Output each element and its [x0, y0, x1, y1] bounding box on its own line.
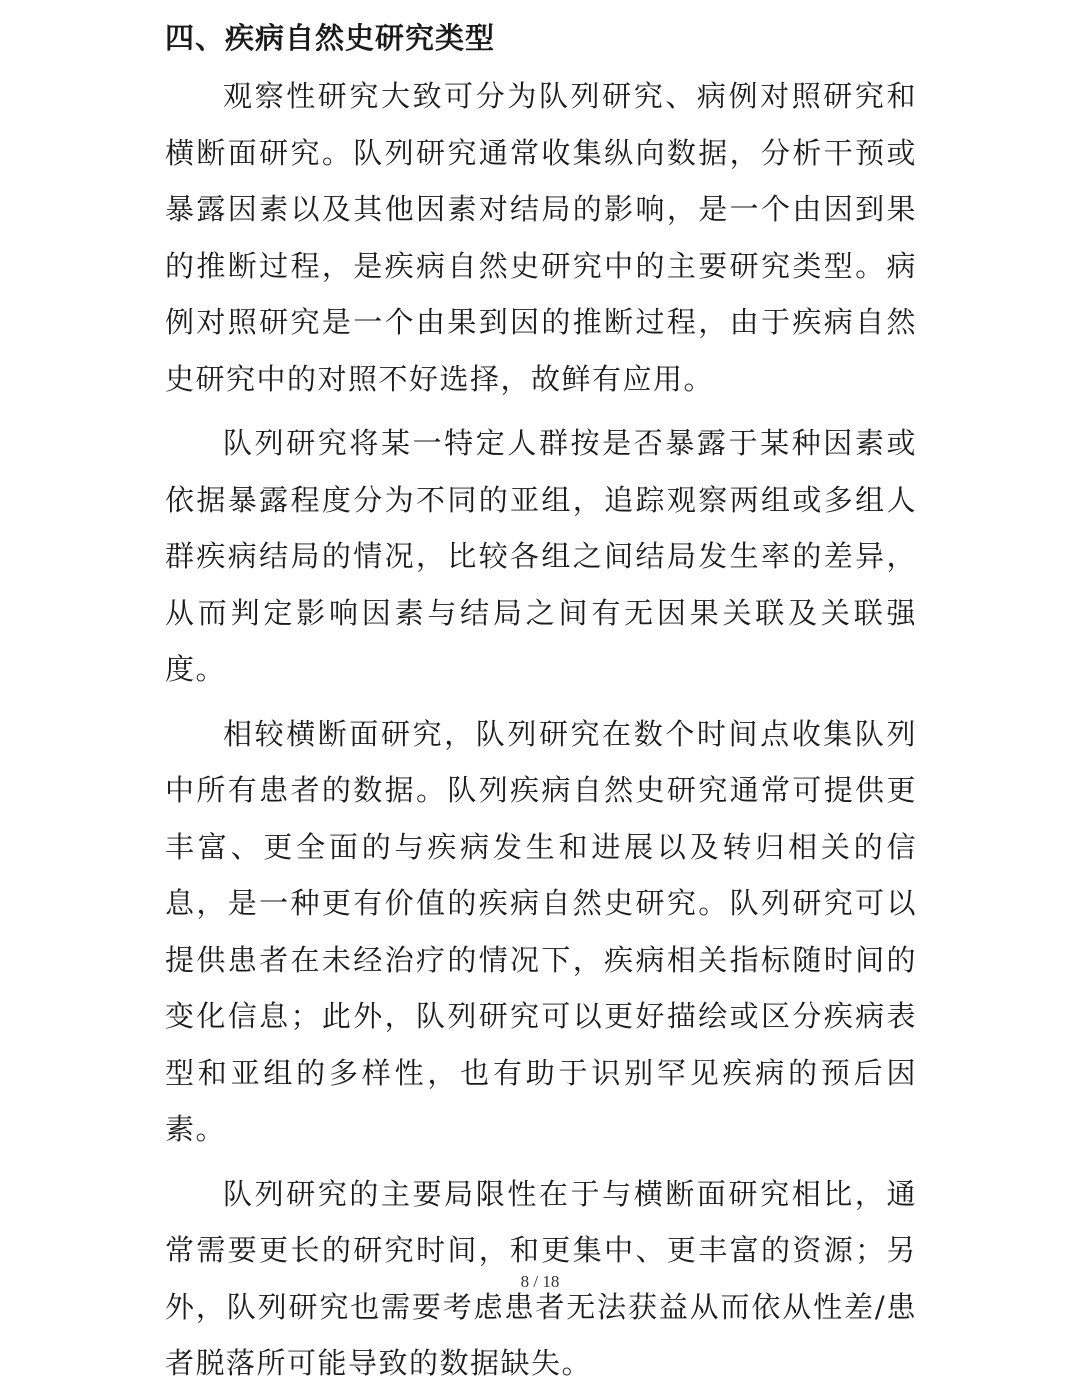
paragraph-cohort-limitations: 队列研究的主要局限性在于与横断面研究相比，通常需要更长的研究时间，和更集中、更丰富的资源；另外，队列研究也需要考虑患者无法获益从而依从性差/患者脱落所可能导致的数据缺失。 — [165, 1176, 917, 1380]
body-text — [165, 68, 917, 1400]
page-number: 8 / 18 — [520, 1272, 560, 1291]
section-title: 四、疾病自然史研究类型 — [165, 21, 496, 55]
paragraph-observational-study-types: 观察性研究大致可分为队列研究、病例对照研究和横断面研究。队列研究通常收集纵向数据，分析干预或暴露因素以及其他因素对结局的影响，是一个由因到果的推断过程，是疾病自然史研究中的主要研究类型。病例对照研究是一个由果到因的推断过程，由于疾病自然史研究中的对照不好选择，故鲜有应用。 — [165, 79, 917, 396]
paragraph-cohort-study-definition: 队列研究将某一特定人群按是否暴露于某种因素或依据暴露程度分为不同的亚组，追踪观察两组或多组人群疾病结局的情况，比较各组之间结局发生率的差异，从而判定影响因素与结局之间有无因果关联及关联强度。 — [165, 426, 917, 686]
paragraph-cohort-vs-cross-sectional: 相较横断面研究，队列研究在数个时间点收集队列中所有患者的数据。队列疾病自然史研究通常可提供更丰富、更全面的与疾病发生和进展以及转归相关的信息，是一种更有价值的疾病自然史研究。队列研究可以提供患者在未经治疗的情况下，疾病相关指标随时间的变化信息；此外，队列研究可以更好描绘或区分疾病表型和亚组的多样性，也有助于识别罕见疾病的预后因素。 — [165, 716, 917, 1146]
